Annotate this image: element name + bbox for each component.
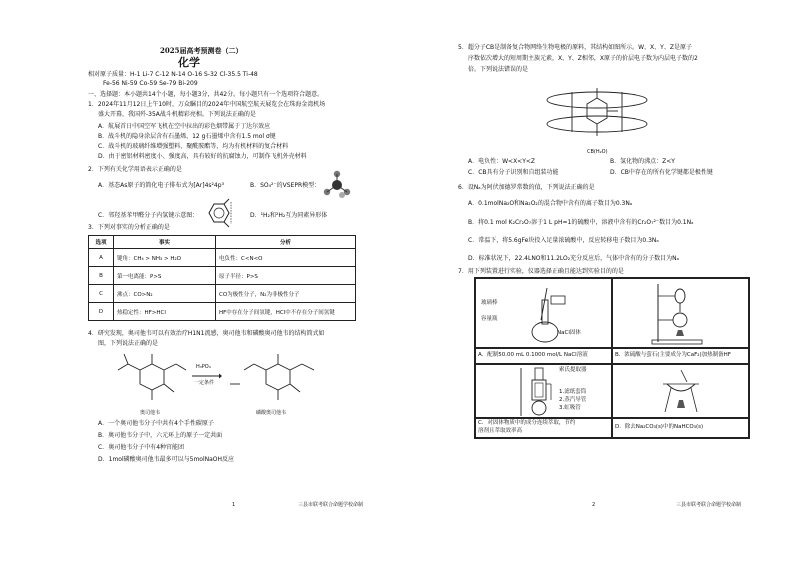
crucible-heating-icon [657,368,705,416]
table-cell: D [89,303,114,321]
q2-stem: 2．下列有关化学用语表示正确的是 [88,166,182,173]
q7-apparatus-grid [474,277,750,439]
table-cell: A [89,249,114,267]
section-heading: 一、选择题：本小题共14个小题，每小题3分，共42分。每小题只有一个选项符合题意。 [88,91,324,98]
q5-stem-3: 倍。下列说法错误的是 [468,66,529,73]
vsepr-model-figure [322,170,352,200]
table-cell: HF中存在分子间氢键，HCl中不存在分子间氢键 [216,303,356,321]
table-row [89,285,356,303]
table-cell: B [89,267,114,285]
q2-option-a: A．基态As原子的简化电子排布式为[Ar]4s²4p³ [98,182,224,189]
q6-option-a: A．0.1molNa₂O和Na₂O₂的混合物中含有的离子数目为0.3Nₐ [468,200,633,207]
q1-option-a: A．航展首日中国空军飞机在空中拉出的彩色烟带属于丁达尔效应 [98,123,271,130]
q6-option-d: D．标准状况下，22.4LNO和11.2LO₂充分反应后，气体中含有的分子数目为Nₐ [468,255,679,262]
q1-option-d: D．由于密铝材料密度小、强度高，具有较好的抗腐蚀力，可制作飞机外壳材料 [98,153,307,160]
table-cell: 原子半径：P>S [216,267,356,285]
q3-table [88,235,356,321]
q1-option-c: C．战斗机的玻璃纤维增强塑料、聚酰胺酯等，均为有机材料的复合材料 [98,143,289,150]
exam-title: 2025届高考预测卷（二） [160,46,243,55]
q3-stem: 3．下列对事实的分析正确的是 [88,224,170,231]
nacl-solid-label: NaCl固体 [557,330,581,336]
oseltamivir-label: 奥司他韦 [140,410,161,416]
cb-molecule-figure [542,76,652,148]
apparatus-c-caption-1: C．对固体物质中的成分连续萃取，节约 [478,420,576,426]
page-number-2: 2 [592,502,596,508]
cb-figure-label: CB(H₂O) [587,149,608,155]
apparatus-a-caption: A．配制50.00 mL 0.1000 mol/L NaCl溶液 [478,352,588,358]
q4-option-b: B．奥司他韦分子中，六元环上的原子一定共面 [98,432,223,439]
page-footer-2: 三县市联考联合命题学校命制 [676,502,742,508]
table-cell: 键角：CH₄ > NH₃ > H₂O [114,249,216,267]
oseltamivir-phosphate-structure [226,350,326,410]
filter-thimble-label: 1.滤纸套筒 [559,389,587,395]
q7-stem: 7．用下列装置进行实验，仪器选择正确且能达到实验目的的是 [458,268,624,275]
q5-option-a: A．电负性：W<X<Y<Z [468,158,536,165]
apparatus-d-caption: D．除去Na₂CO₃(s)中的NaHCO₃(s) [615,424,704,430]
vapor-tube-label: 2.蒸汽导管 [559,397,587,403]
hydrogen-bond-figure [200,198,240,230]
table-row [89,267,356,285]
q5-option-b: B．氢化物的沸点：Z<Y [610,158,675,165]
q1-stem-1: 1．2024年11月12日上午10时，万众瞩目的2024年中国航空航天展览会在珠海金湾机场 [88,101,326,108]
table-header-row [89,236,356,249]
glass-rod-label: 玻璃棒 [481,300,498,306]
table-row [89,303,356,321]
reaction-arrow-condition: 一定条件 [194,380,215,386]
q6-option-b: B．将0.1 mol K₂Cr₂O₇溶于1 L pH=1的硫酸中，溶液中含有的Cr₂O₇²⁻数目为0.1Nₐ [468,219,694,226]
q6-option-c: C．常温下，将5.6gFe块投入足量浓硫酸中，反应转移电子数目为0.3Nₐ [468,237,659,244]
table-cell: 沸点：CO>N₂ [114,285,216,303]
q5-stem-2: 序数依次增大的短周期主族元素，X、Y、Z相邻，X原子的价层电子数为内层电子数的2 [468,55,698,62]
oseltamivir-structure [110,350,190,410]
siphon-tube-label: 3.虹吸管 [559,405,581,411]
subject-title: 化学 [178,56,200,69]
q5-option-c: C．CB具有分子识别和自组装功能 [468,169,559,176]
table-cell: 电负性：C<N<O [216,249,356,267]
q2-option-c: C．邻羟基苯甲醛分子内氢键示意图： [98,212,199,219]
atomic-mass-line2: Fe-56 Ni-59 Co-59 Se-79 Bi-209 [103,80,198,87]
q4-stem-1: 4．研究发现，奥司他韦可以有效治疗H1N1流感，奥司他韦和磷酸奥司他韦的结构简式如 [88,330,325,337]
q5-option-d: D．CB中存在的所有化学键都是极性键 [610,169,713,176]
heating-apparatus-icon [650,282,710,346]
q6-stem: 6．设Nₐ为阿伏加德罗常数的值，下列说法正确的是 [458,184,595,191]
q4-option-c: C．奥司他韦分子中有4种官能团 [98,444,185,451]
table-header-fact: 事实 [114,236,216,249]
reaction-arrow-icon [192,373,222,379]
q4-option-d: D．1mol磷酸奥司他韦最多可以与5molNaOH反应 [98,456,235,463]
table-row [89,249,356,267]
oseltamivir-phosphate-label: 磷酸奥司他韦 [256,410,287,416]
table-cell: 第一电离能：P>S [114,267,216,285]
q1-stem-2: 盛大开幕，我国歼-35A战斗机精彩亮相。下列说法正确的是 [98,111,256,118]
volumetric-flask-label: 容量瓶 [481,316,498,322]
apparatus-c-caption-2: 溶剂且萃取效率高 [478,428,523,434]
table-cell: CO为极性分子，N₂为非极性分子 [216,285,356,303]
soxhlet-label: 索氏提取器 [559,367,587,373]
atomic-mass-line1: 相对原子质量：H-1 Li-7 C-12 N-14 O-16 S-32 Cl-35.5 Ti-48 [88,71,258,78]
table-cell: C [89,285,114,303]
page-number: 1 [232,502,236,508]
reaction-arrow-reagent: H₃PO₄ [196,364,211,370]
q5-stem-1: 5．超分子CB是制备复合物网络生物电极的原料，其结构如图所示。W、X、Y、Z是原子 [458,44,692,51]
q4-option-a: A．一个奥司他韦分子中共有4个手性碳原子 [98,420,214,427]
q2-option-d: D．¹H₂和²H₂互为同素异形体 [250,212,328,219]
table-cell: 热稳定性：HF>HCl [114,303,216,321]
q2-option-b: B．SO₄²⁻的VSEPR模型： [250,182,321,189]
table-header-option: 选项 [89,236,114,249]
q4-stem-2: 图，下列说法正确的是 [98,340,159,347]
page-footer: 三县市联考联合命题学校命制 [298,502,364,508]
table-header-analysis: 分析 [216,236,356,249]
apparatus-b-caption: B．浓硫酸与萤石(主要成分为CaF₂)加热制备HF [615,352,731,358]
q1-option-b: B．战斗机的隐身涂层含有石墨烯，12 g石墨烯中含有1.5 mol σ键 [98,133,276,140]
